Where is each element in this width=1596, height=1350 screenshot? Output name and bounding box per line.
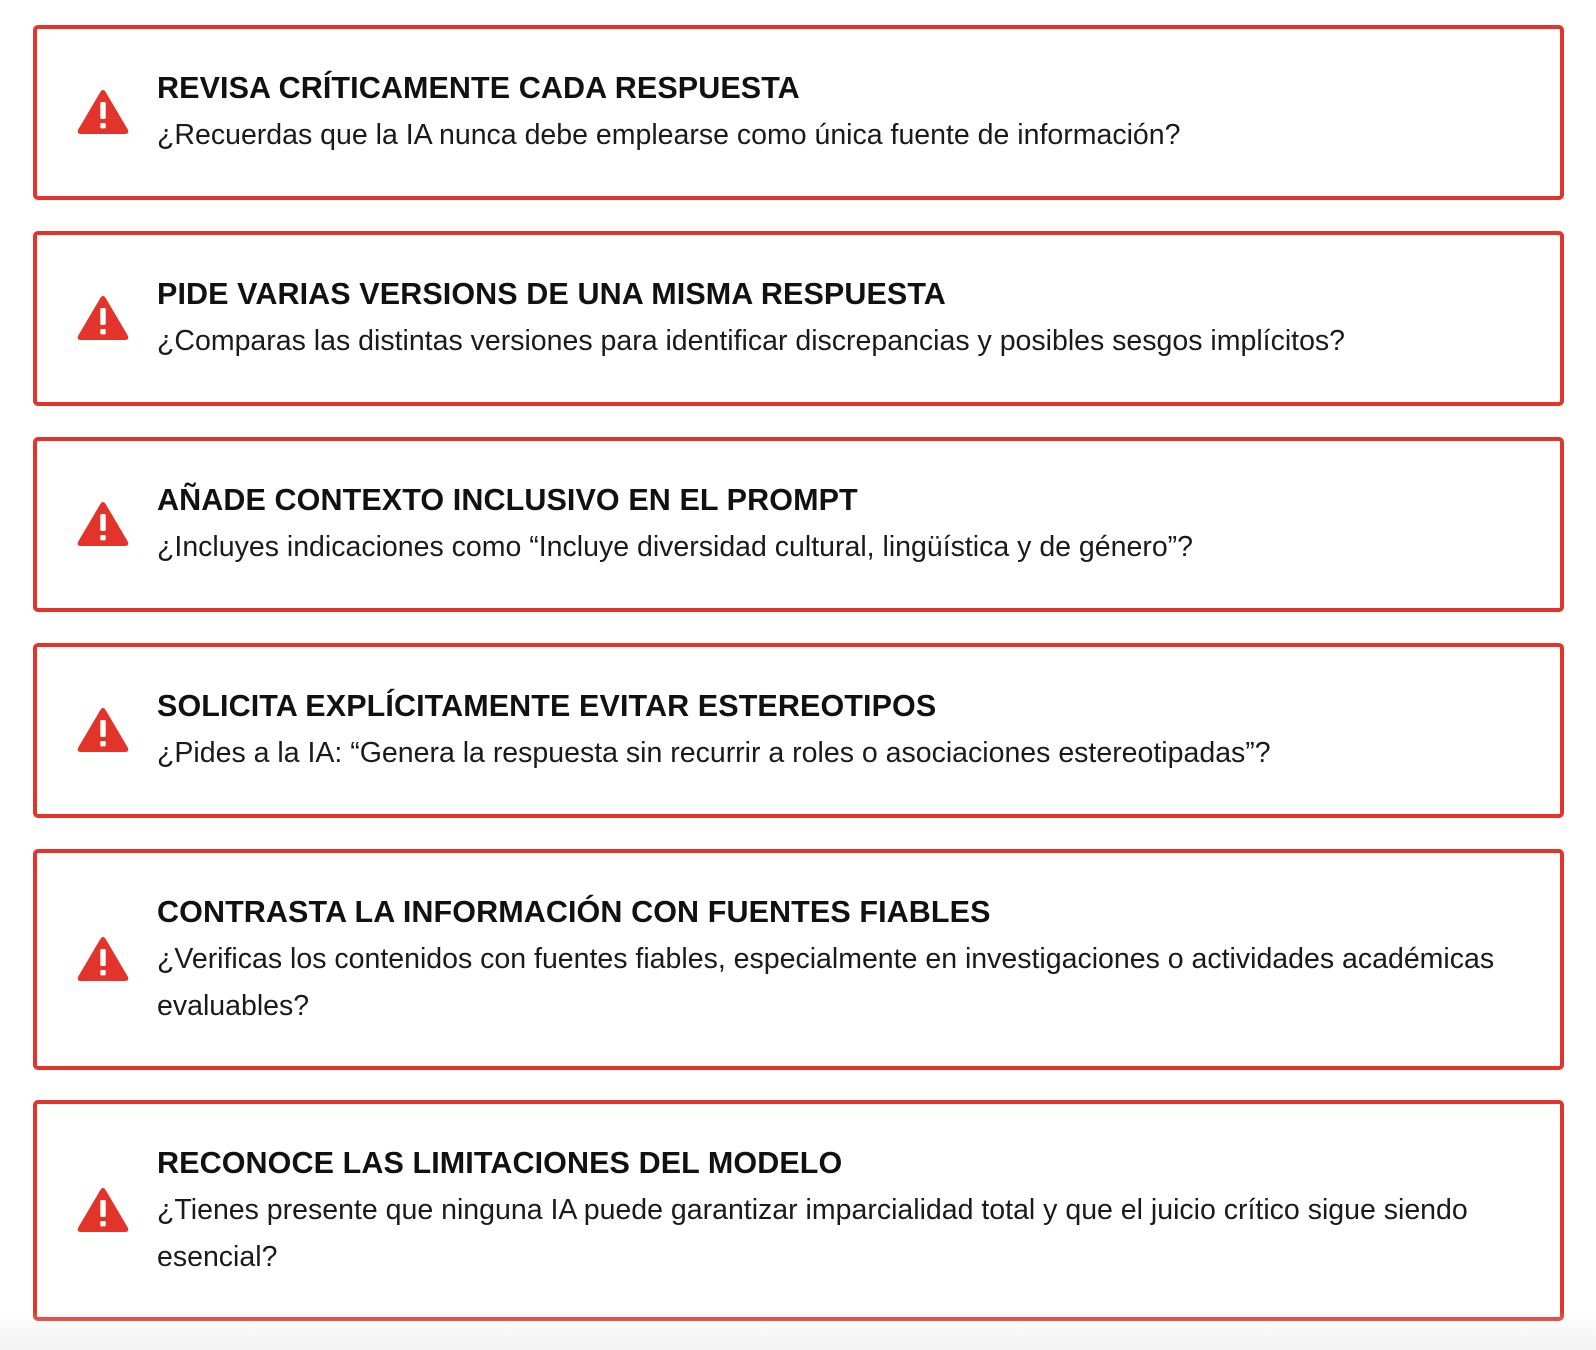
card-title: PIDE VARIAS VERSIONS DE UNA MISMA RESPUESTA xyxy=(157,277,946,311)
card-description: ¿Pides a la IA: “Genera la respuesta sin recurrir a roles o asociaciones estereotipadas”? xyxy=(157,737,1271,769)
card-title: REVISA CRÍTICAMENTE CADA RESPUESTA xyxy=(157,71,800,105)
card-description: ¿Comparas las distintas versiones para identificar discrepancias y posibles sesgos implícitos? xyxy=(157,325,1346,357)
checklist-card xyxy=(33,25,1564,200)
checklist-card xyxy=(33,231,1564,406)
checklist xyxy=(33,25,1564,1321)
warning-triangle-icon xyxy=(77,1187,129,1233)
warning-triangle-icon xyxy=(77,501,129,547)
card-title: CONTRASTA LA INFORMACIÓN CON FUENTES FIABLES xyxy=(157,894,991,929)
warning-triangle-icon xyxy=(77,295,129,341)
checklist-card xyxy=(33,1100,1564,1321)
warning-triangle-icon xyxy=(77,707,129,753)
card-title: AÑADE CONTEXTO INCLUSIVO EN EL PROMPT xyxy=(157,483,858,517)
card-description: ¿Incluyes indicaciones como “Incluye diversidad cultural, lingüística y de género”? xyxy=(157,531,1194,563)
card-description: ¿Tienes presente que ninguna IA puede garantizar imparcialidad total y que el juicio crítico sigue siendo esencial? xyxy=(157,1193,1468,1273)
card-description: ¿Verificas los contenidos con fuentes fiables, especialmente en investigaciones o actividades académicas evaluables? xyxy=(157,942,1495,1022)
card-title: SOLICITA EXPLÍCITAMENTE EVITAR ESTEREOTIPOS xyxy=(157,689,937,723)
warning-triangle-icon xyxy=(77,936,129,982)
checklist-card xyxy=(33,437,1564,612)
warning-triangle-icon xyxy=(77,89,129,135)
card-title: RECONOCE LAS LIMITACIONES DEL MODELO xyxy=(157,1145,843,1180)
checklist-card xyxy=(33,849,1564,1070)
checklist-card xyxy=(33,643,1564,818)
card-description: ¿Recuerdas que la IA nunca debe emplearse como única fuente de información? xyxy=(157,119,1181,151)
